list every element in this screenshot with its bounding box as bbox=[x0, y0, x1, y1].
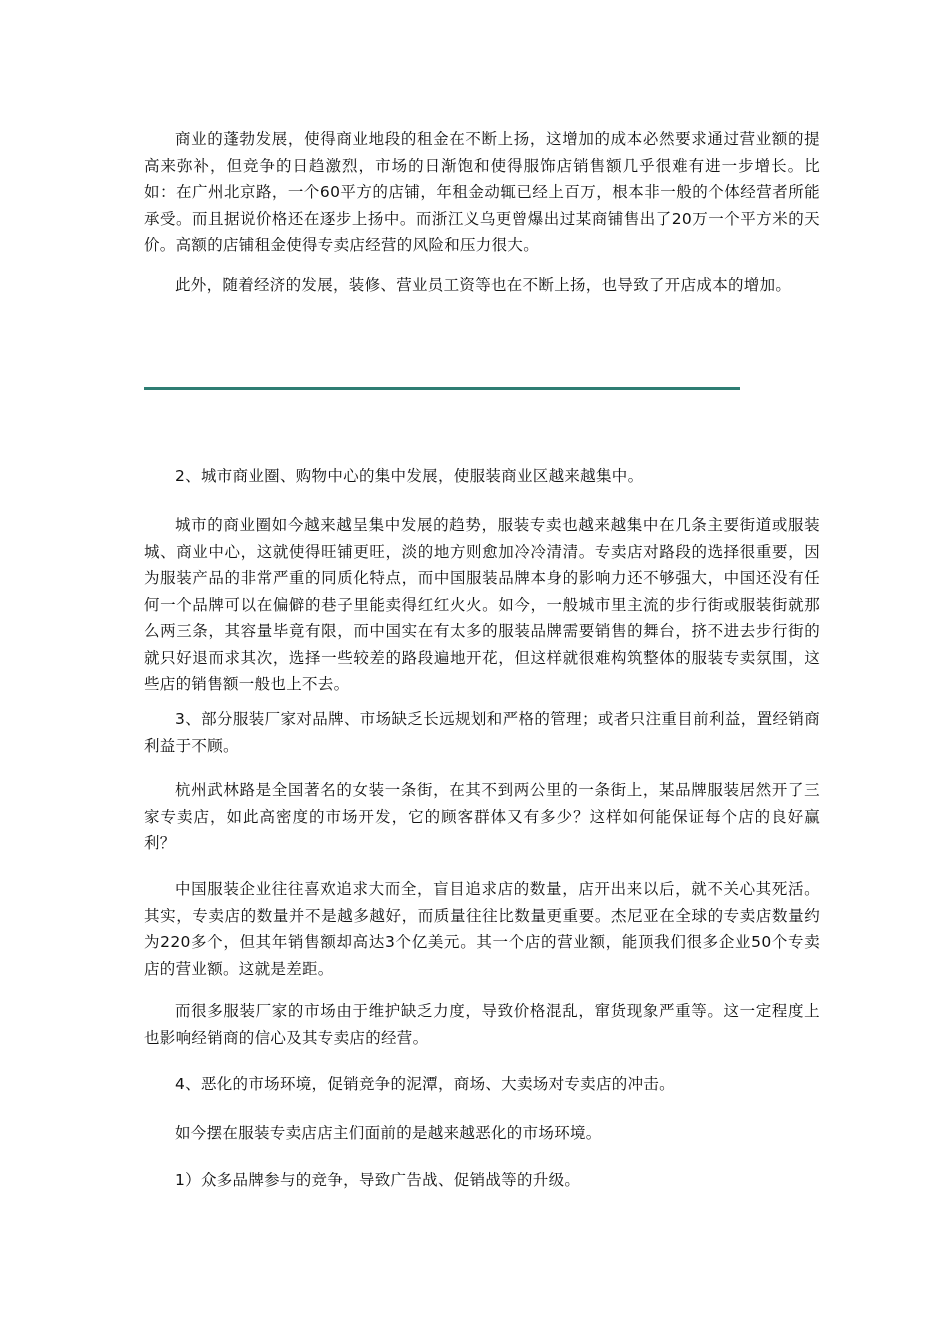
paragraph-store-quantity: 中国服装企业往往喜欢追求大而全，盲目追求店的数量，店开出来以后，就不关心其死活。其实，专卖店的数量并不是越多越好，而质量往往比数量更重要。杰尼亚在全球的专卖店数量约为220多个，但其年销售额却高达3个亿美元。其一个店的营业额，能顶我们很多企业50个专卖店的营业额。这就是差距。 bbox=[144, 880, 820, 978]
list-item-1: 1）众多品牌参与的竞争，导致广告战、促销战等的升级。 bbox=[175, 1171, 581, 1189]
paragraph-price-chaos: 而很多服装厂家的市场由于维护缺乏力度，导致价格混乱，窜货现象严重等。这一定程度上也影响经销商的信心及其专卖店的经营。 bbox=[144, 1002, 820, 1047]
paragraph-hangzhou-example: 杭州武林路是全国著名的女装一条街，在其不到两公里的一条街上，某品牌服装居然开了三家专卖店，如此高密度的市场开发，它的顾客群体又有多少？这样如何能保证每个店的良好赢利？ bbox=[144, 781, 820, 852]
paragraph-commercial-circle: 城市的商业圈如今越来越呈集中发展的趋势，服装专卖也越来越集中在几条主要街道或服装城、商业中心，这就使得旺铺更旺，淡的地方则愈加冷冷清清。专卖店对路段的选择很重要，因为服装产品的非常严重的同质化特点，而中国服装品牌本身的影响力还不够强大，中国还没有任何一个品牌可以在偏僻的巷子里能卖得红红火火。如今，一般城市里主流的步行街或服装街就那么两三条，其容量毕竟有限，而中国实在有太多的服装品牌需要销售的舞台，挤不进去步行街的就只好退而求其次，选择一些较差的路段遍地开花，但这样就很难构筑整体的服装专卖氛围，这些店的销售额一般也上不去。 bbox=[144, 516, 820, 693]
paragraph-other-costs: 此外，随着经济的发展，装修、营业员工资等也在不断上扬，也导致了开店成本的增加。 bbox=[175, 276, 792, 294]
heading-point-3: 3、部分服装厂家对品牌、市场缺乏长远规划和严格的管理；或者只注重目前利益，置经销商利益于不顾。 bbox=[144, 710, 820, 755]
heading-point-2: 2、城市商业圈、购物中心的集中发展，使服装商业区越来越集中。 bbox=[175, 467, 644, 485]
paragraph-market-environment: 如今摆在服装专卖店店主们面前的是越来越恶化的市场环境。 bbox=[175, 1124, 602, 1142]
heading-point-4: 4、恶化的市场环境，促销竞争的泥潭，商场、大卖场对专卖店的冲击。 bbox=[175, 1075, 675, 1093]
section-divider bbox=[144, 387, 740, 390]
paragraph-rent-cost: 商业的蓬勃发展，使得商业地段的租金在不断上扬，这增加的成本必然要求通过营业额的提高来弥补，但竞争的日趋激烈，市场的日渐饱和使得服饰店销售额几乎很难有进一步增长。比如：在广州北京路，一个60平方的店铺，年租金动辄已经上百万，根本非一般的个体经营者所能承受。而且据说价格还在逐步上扬中。而浙江义乌更曾爆出过某商铺售出了20万一个平方米的天价。高额的店铺租金使得专卖店经营的风险和压力很大。 bbox=[144, 130, 820, 254]
